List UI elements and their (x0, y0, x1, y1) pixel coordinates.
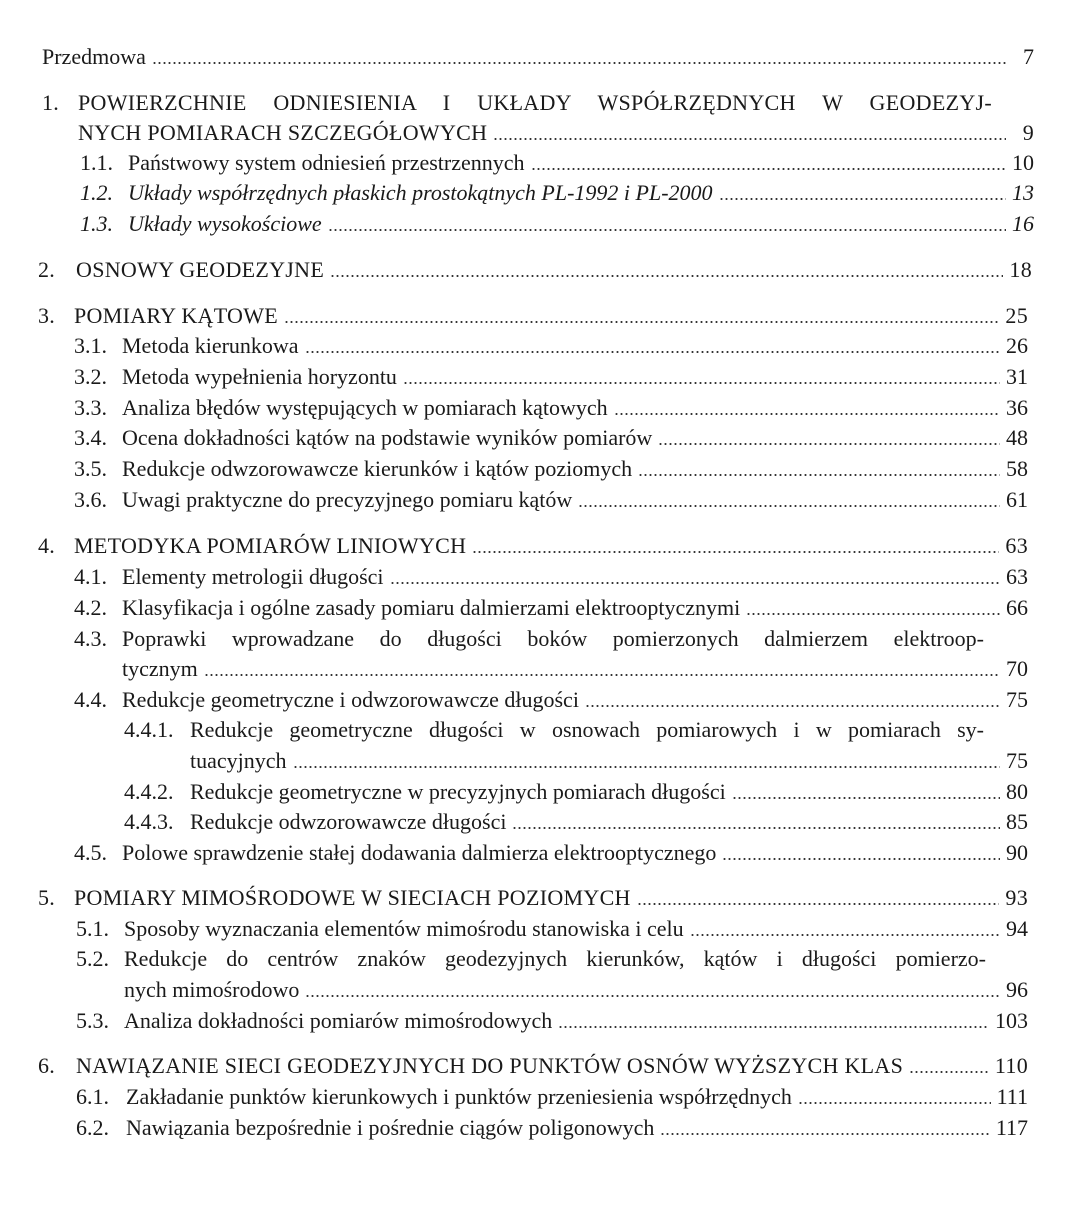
toc-entry-page: 110 (994, 1053, 1028, 1078)
toc-entry-4-4-1 (190, 748, 1028, 774)
toc-entry-page: 80 (1006, 779, 1028, 804)
toc-entry-chapter-4 (38, 533, 1028, 559)
toc-entry-number: 2. (38, 257, 56, 282)
toc-entry-page: 13 (1012, 180, 1034, 205)
toc-entry-page: 63 (1006, 564, 1028, 589)
toc-entry-4-4-2 (124, 779, 1028, 805)
toc-entry-chapter-5 (38, 885, 1028, 911)
toc-entry-title: Redukcje geometryczne w precyzyjnych pomiarach długości (190, 779, 726, 804)
toc-entry-page: 7 (1023, 44, 1034, 69)
dot-leader (660, 1132, 989, 1136)
toc-entry-4-3 (122, 656, 1028, 682)
toc-entry-number: 1.2. (80, 180, 113, 205)
dot-leader (305, 994, 1000, 998)
toc-entry-5-2-line1 (76, 946, 986, 972)
toc-entry-chapter-2 (38, 257, 1032, 283)
toc-entry-title-line1: Redukcje geometryczne długości w osnowach pomiarowych i w pomiarach sy- (190, 717, 984, 742)
toc-entry-number: 3.6. (74, 487, 107, 512)
dot-leader (658, 442, 1000, 446)
toc-entry-4-5 (74, 840, 1028, 866)
toc-entry-number: 4.4.1. (124, 717, 174, 742)
toc-entry-3-2 (74, 364, 1028, 390)
toc-entry-number: 4.4.3. (124, 809, 174, 834)
dot-leader (472, 550, 999, 554)
toc-entry-5-2 (124, 977, 1028, 1003)
toc-entry-title: Ocena dokładności kątów na podstawie wyników pomiarów (122, 425, 653, 450)
toc-entry-4-4 (74, 687, 1028, 713)
dot-leader (578, 504, 1000, 508)
toc-entry-chapter-3 (38, 303, 1028, 329)
toc-entry-3-3 (74, 395, 1028, 421)
toc-entry-title: METODYKA POMIARÓW LINIOWYCH (74, 533, 467, 558)
dot-leader (909, 1070, 989, 1074)
dot-leader (690, 933, 1000, 937)
toc-entry-number: 3.3. (74, 395, 107, 420)
toc-entry-page: 16 (1012, 211, 1034, 236)
toc-entry-5-3 (76, 1008, 1028, 1034)
toc-entry-page: 61 (1006, 487, 1028, 512)
dot-leader (305, 350, 1000, 354)
dot-leader (558, 1025, 989, 1029)
dot-leader (330, 274, 1003, 278)
toc-entry-page: 93 (1005, 885, 1028, 910)
toc-entry-title-line1: POWIERZCHNIE ODNIESIENIA I UKŁADY WSPÓŁRZĘDNYCH W GEODEZYJ- (78, 90, 992, 115)
dot-leader (293, 765, 1000, 769)
toc-entry-page: 18 (1009, 257, 1032, 282)
toc-entry-page: 63 (1005, 533, 1028, 558)
toc-entry-chapter-6 (38, 1053, 1028, 1079)
toc-entry-chapter-1 (78, 120, 1034, 146)
toc-entry-page: 117 (995, 1115, 1028, 1140)
toc-entry-page: 25 (1005, 303, 1028, 328)
toc-entry-title: Państwowy system odniesień przestrzennych (128, 150, 525, 175)
toc-entry-title: Polowe sprawdzenie stałej dodawania dalmierza elektrooptycznego (122, 840, 717, 865)
toc-entry-number: 3. (38, 303, 56, 328)
toc-entry-4-4-3 (124, 809, 1028, 835)
toc-entry-number: 4.4.2. (124, 779, 174, 804)
toc-entry-5-1 (76, 916, 1028, 942)
toc-entry-number: 4.5. (74, 840, 107, 865)
toc-entry-3-5 (74, 456, 1028, 482)
toc-entry-title: NYCH POMIARACH SZCZEGÓŁOWYCH (78, 120, 488, 145)
toc-entry-number: 4.1. (74, 564, 107, 589)
toc-entry-page: 111 (996, 1084, 1028, 1109)
toc-entry-4-4-1-line1 (124, 717, 984, 743)
toc-entry-preface (42, 44, 1034, 70)
dot-leader (512, 826, 1000, 830)
toc-entry-title: Metoda wypełnienia horyzontu (122, 364, 397, 389)
dot-leader (637, 902, 1000, 906)
toc-entry-title: Analiza błędów występujących w pomiarach kątowych (122, 395, 608, 420)
toc-entry-title: Redukcje geometryczne i odwzorowawcze długości (122, 687, 579, 712)
toc-entry-title-line1: Redukcje do centrów znaków geodezyjnych kierunków, kątów i długości pomierzo- (124, 946, 986, 971)
toc-entry-number: 6.2. (76, 1115, 109, 1140)
dot-leader (390, 581, 1000, 585)
toc-entry-3-1 (74, 333, 1028, 359)
toc-entry-page: 94 (1006, 916, 1028, 941)
toc-entry-1-1 (80, 150, 1034, 176)
toc-entry-number: 1.3. (80, 211, 113, 236)
toc-entry-title: Nawiązania bezpośrednie i pośrednie ciągów poligonowych (126, 1115, 655, 1140)
toc-entry-page: 90 (1006, 840, 1028, 865)
toc-entry-3-6 (74, 487, 1028, 513)
toc-entry-number: 5.3. (76, 1008, 109, 1033)
toc-entry-page: 66 (1006, 595, 1028, 620)
toc-entry-title: Klasyfikacja i ogólne zasady pomiaru dalmierzami elektrooptycznymi (122, 595, 741, 620)
toc-entry-title: Przedmowa (42, 44, 146, 69)
dot-leader (152, 61, 1006, 65)
toc-entry-title: Układy wysokościowe (128, 211, 322, 236)
toc-entry-4-3-line1 (74, 626, 984, 652)
dot-leader (614, 412, 1000, 416)
dot-leader (722, 857, 1000, 861)
dot-leader (732, 796, 1000, 800)
toc-entry-number: 6.1. (76, 1084, 109, 1109)
toc-entry-number: 3.1. (74, 333, 107, 358)
toc-entry-number: 3.2. (74, 364, 107, 389)
dot-leader (493, 137, 1006, 141)
toc-entry-number: 5.1. (76, 916, 109, 941)
toc-entry-number: 4.3. (74, 626, 107, 651)
toc-entry-number: 1.1. (80, 150, 113, 175)
toc-entry-title: nych mimośrodowo (124, 977, 300, 1002)
dot-leader (638, 473, 1000, 477)
toc-entry-number: 5.2. (76, 946, 109, 971)
dot-leader (403, 381, 1000, 385)
toc-entry-6-2 (76, 1115, 1028, 1141)
toc-entry-title-line1: Poprawki wprowadzane do długości boków pomierzonych dalmierzem elektroop- (122, 626, 984, 651)
dot-leader (585, 704, 1000, 708)
toc-entry-page: 58 (1006, 456, 1028, 481)
toc-entry-page: 70 (1006, 656, 1028, 681)
toc-entry-title: Zakładanie punktów kierunkowych i punktów przeniesienia współrzędnych (126, 1084, 792, 1109)
toc-entry-number: 3.5. (74, 456, 107, 481)
toc-entry-title: Metoda kierunkowa (122, 333, 299, 358)
toc-entry-number: 3.4. (74, 425, 107, 450)
toc-entry-page: 85 (1006, 809, 1028, 834)
toc-entry-title: tuacyjnych (190, 748, 287, 773)
toc-entry-title: Układy współrzędnych płaskich prostokątnych PL-1992 i PL-2000 (128, 180, 713, 205)
toc-entry-4-1 (74, 564, 1028, 590)
toc-entry-page: 48 (1006, 425, 1028, 450)
toc-entry-title: NAWIĄZANIE SIECI GEODEZYJNYCH DO PUNKTÓW OSNÓW WYŻSZYCH KLAS (76, 1053, 904, 1078)
toc-entry-title: Analiza dokładności pomiarów mimośrodowych (124, 1008, 553, 1033)
dot-leader (204, 673, 1000, 677)
toc-entry-6-1 (76, 1084, 1028, 1110)
dot-leader (746, 612, 1000, 616)
toc-entry-title: Redukcje odwzorowawcze długości (190, 809, 507, 834)
toc-entry-4-2 (74, 595, 1028, 621)
toc-entry-page: 96 (1006, 977, 1028, 1002)
toc-entry-number: 1. (42, 90, 60, 115)
toc-entry-title: Sposoby wyznaczania elementów mimośrodu stanowiska i celu (124, 916, 684, 941)
toc-entry-page: 75 (1006, 748, 1028, 773)
toc-entry-title: Uwagi praktyczne do precyzyjnego pomiaru kątów (122, 487, 573, 512)
toc-entry-number: 5. (38, 885, 56, 910)
dot-leader (284, 320, 999, 324)
toc-entry-title: POMIARY MIMOŚRODOWE W SIECIACH POZIOMYCH (74, 885, 631, 910)
dot-leader (719, 197, 1006, 201)
toc-entry-number: 4.2. (74, 595, 107, 620)
toc-entry-page: 103 (995, 1008, 1028, 1033)
toc-entry-title: Redukcje odwzorowawcze kierunków i kątów poziomych (122, 456, 633, 481)
toc-entry-3-4 (74, 425, 1028, 451)
toc-entry-page: 10 (1012, 150, 1034, 175)
toc-entry-title: OSNOWY GEODEZYJNE (76, 257, 325, 282)
toc-entry-page: 36 (1006, 395, 1028, 420)
toc-entry-title: POMIARY KĄTOWE (74, 303, 279, 328)
toc-entry-title: Elementy metrologii długości (122, 564, 384, 589)
toc-entry-number: 4.4. (74, 687, 107, 712)
toc-entry-page: 75 (1006, 687, 1028, 712)
toc-entry-title: tycznym (122, 656, 198, 681)
toc-entry-number: 6. (38, 1053, 56, 1078)
dot-leader (798, 1101, 991, 1105)
dot-leader (328, 228, 1006, 232)
toc-entry-1-2 (80, 180, 1034, 206)
toc-entry-page: 9 (1022, 120, 1034, 145)
toc-entry-1-3 (80, 211, 1034, 237)
toc-entry-page: 31 (1006, 364, 1028, 389)
toc-entry-chapter-1-line1 (42, 90, 992, 116)
toc-entry-number: 4. (38, 533, 56, 558)
dot-leader (531, 167, 1006, 171)
toc-entry-page: 26 (1006, 333, 1028, 358)
